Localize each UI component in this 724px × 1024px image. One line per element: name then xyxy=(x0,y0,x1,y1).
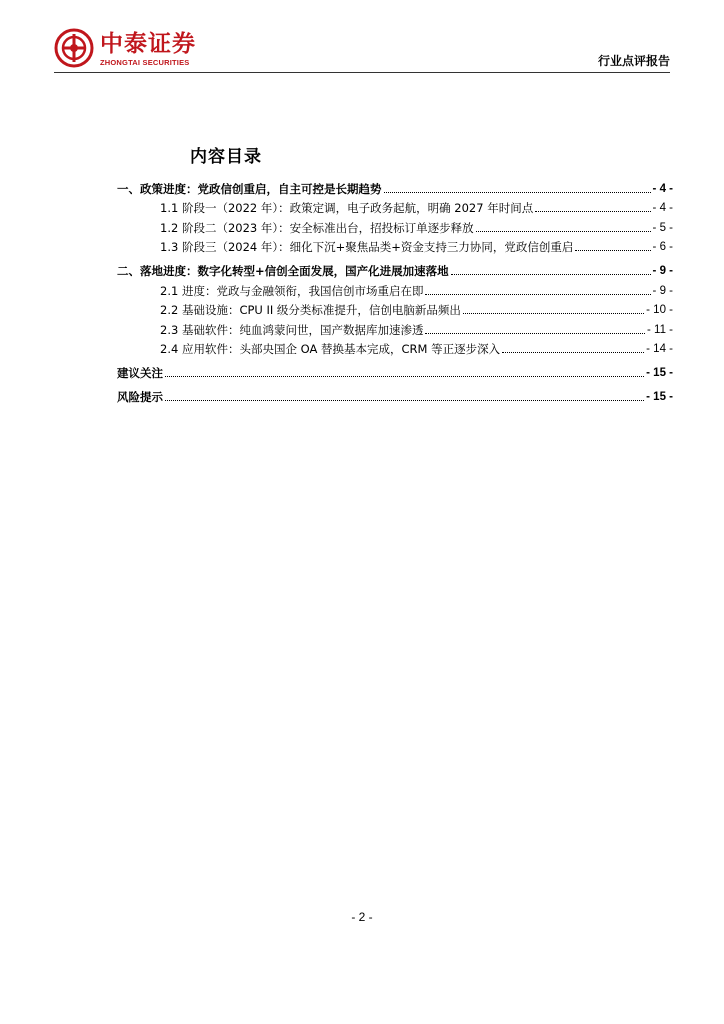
toc-entry-page: - 10 - xyxy=(646,304,673,316)
toc-entry-page: - 11 - xyxy=(647,324,673,336)
toc-leader-dots xyxy=(384,192,651,193)
toc-entry[interactable] xyxy=(117,301,673,317)
toc-entry-page: - 4 - xyxy=(652,183,673,195)
logo-english-name: ZHONGTAI SECURITIES xyxy=(100,58,190,67)
toc-entry-page: - 9 - xyxy=(652,285,673,297)
toc-entry[interactable] xyxy=(117,321,673,337)
toc-leader-dots xyxy=(165,400,644,401)
toc-leader-dots xyxy=(463,313,644,314)
zhongtai-logo-icon xyxy=(54,28,94,68)
toc-entry-text: 2.1 进度：党政与金融领衔，我国信创市场重启在即 xyxy=(160,284,424,298)
toc-entry-page: - 15 - xyxy=(646,391,673,403)
toc-entry[interactable] xyxy=(117,238,673,254)
toc-entry[interactable] xyxy=(117,262,673,278)
toc-entry-text: 风险提示 xyxy=(117,390,163,404)
toc-entry[interactable] xyxy=(117,340,673,356)
toc-leader-dots xyxy=(425,294,650,295)
toc-entry-text: 2.4 应用软件：头部央国企 OA 替换基本完成，CRM 等正逐步深入 xyxy=(160,342,501,356)
toc-entry-text: 一、政策进度：党政信创重启，自主可控是长期趋势 xyxy=(117,182,382,196)
toc-title: 内容目录 xyxy=(190,147,262,167)
toc-entry[interactable] xyxy=(117,219,673,235)
toc-entry-page: - 15 - xyxy=(646,367,673,379)
toc-entry-text: 1.3 阶段三（2024 年）：细化下沉+聚焦品类+资金支持三力协同，党政信创重启 xyxy=(160,240,574,254)
toc-entry-text: 2.3 基础软件：纯血鸿蒙问世，国产数据库加速渗透 xyxy=(160,323,424,337)
toc-leader-dots xyxy=(476,231,651,232)
logo-chinese-name: 中泰证券 xyxy=(100,31,196,57)
toc-leader-dots xyxy=(451,274,651,275)
toc-entry[interactable] xyxy=(117,199,673,215)
toc-entry[interactable] xyxy=(117,180,673,196)
page-number: - 2 - xyxy=(351,910,373,924)
toc-entry-text: 建议关注 xyxy=(117,366,163,380)
toc-entry-page: - 5 - xyxy=(652,222,673,234)
toc-entry-page: - 4 - xyxy=(652,202,673,214)
toc-leader-dots xyxy=(165,376,644,377)
toc-leader-dots xyxy=(535,211,650,212)
header-divider xyxy=(54,72,670,73)
toc-entry-text: 1.2 阶段二（2023 年）：安全标准出台，招投标订单逐步释放 xyxy=(160,221,474,235)
toc-entry[interactable] xyxy=(117,282,673,298)
toc-entry-page: - 9 - xyxy=(652,265,673,277)
toc-leader-dots xyxy=(575,250,650,251)
toc-entry[interactable] xyxy=(117,388,673,404)
report-type-label: 行业点评报告 xyxy=(597,54,670,68)
company-logo xyxy=(54,28,224,74)
toc-leader-dots xyxy=(425,333,645,334)
toc-entry-text: 2.2 基础设施：CPU II 级分类标准提升，信创电脑新品频出 xyxy=(160,303,461,317)
toc-entry[interactable] xyxy=(117,364,673,380)
toc-entry-page: - 6 - xyxy=(652,241,673,253)
toc-entry-text: 1.1 阶段一（2022 年）：政策定调，电子政务起航，明确 2027 年时间点 xyxy=(160,201,534,215)
toc-leader-dots xyxy=(502,352,644,353)
toc-entry-text: 二、落地进度：数字化转型+信创全面发展，国产化进展加速落地 xyxy=(117,264,449,278)
toc-entry-page: - 14 - xyxy=(646,343,673,355)
